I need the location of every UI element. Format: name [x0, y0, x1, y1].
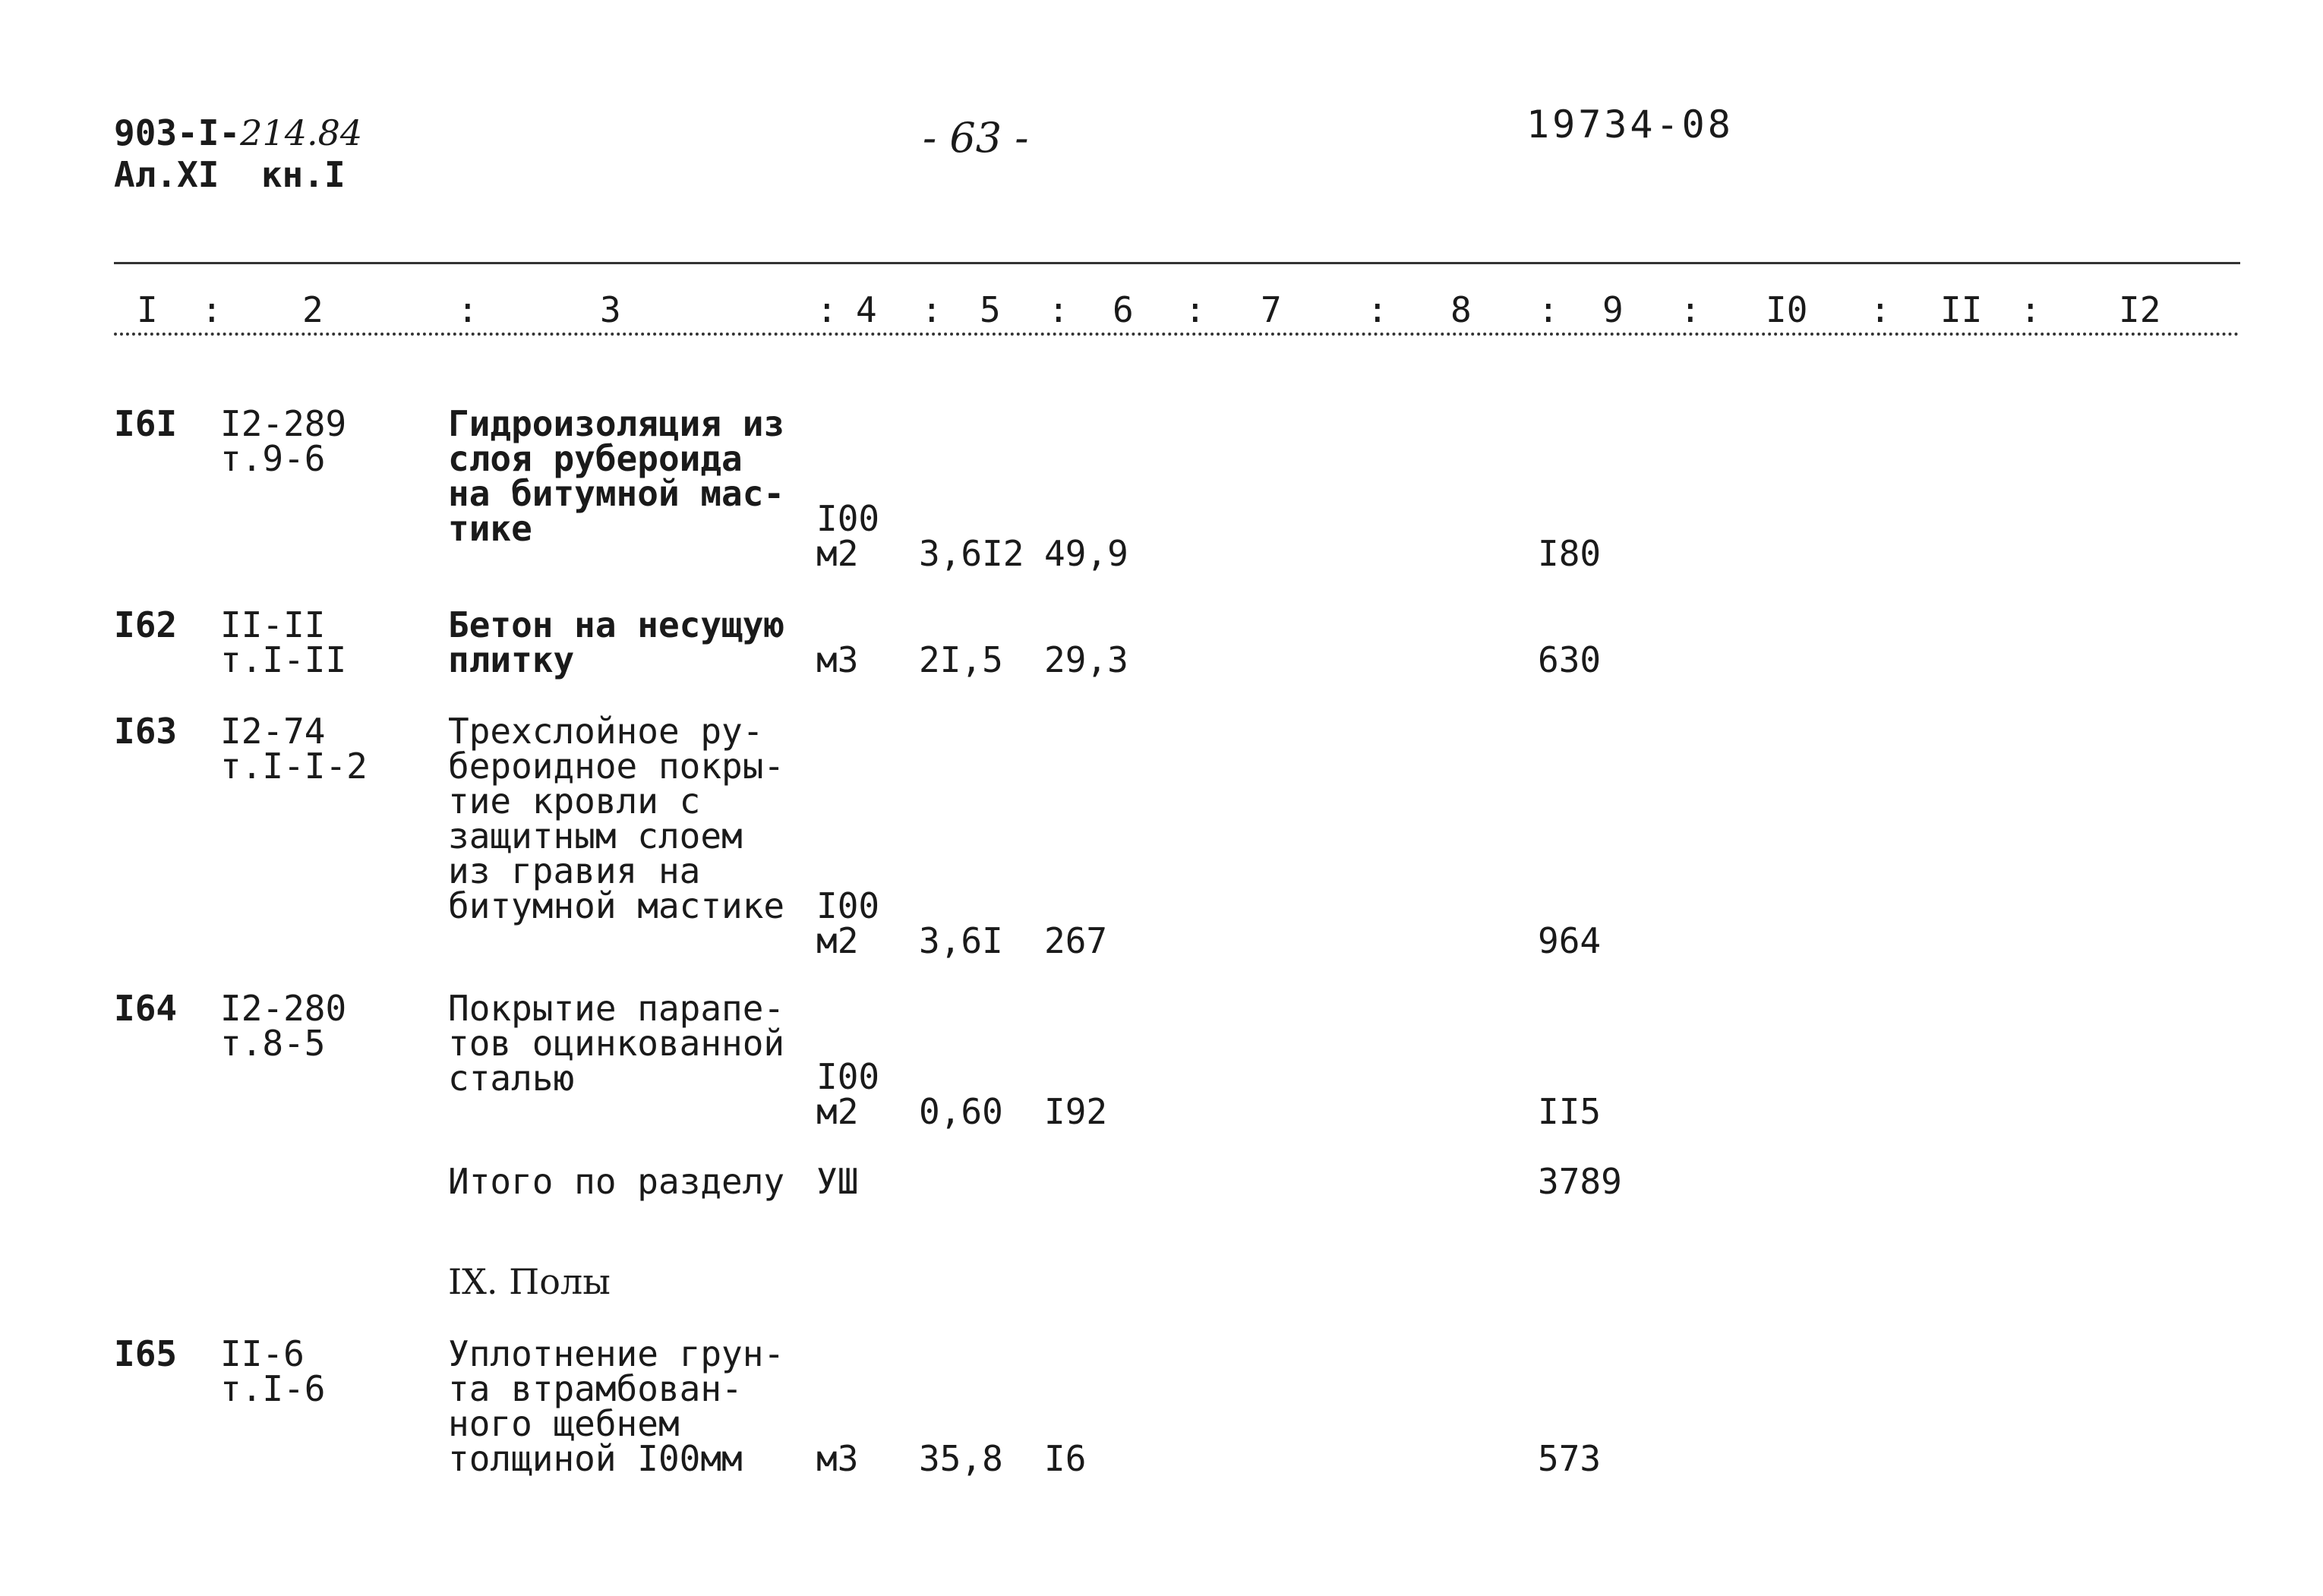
- section-title: IX. Полы: [448, 1261, 611, 1302]
- row-unit: I00: [816, 498, 880, 539]
- col-sep-8: :: [1538, 289, 1559, 330]
- col-header-8: 8: [1450, 289, 1472, 330]
- row-code-table: т.I-II: [220, 639, 347, 680]
- row-price: I92: [1044, 1091, 1108, 1132]
- row-number: I63: [114, 711, 178, 752]
- row-desc-line: из гравия на: [448, 850, 701, 891]
- row-desc-line: тике: [448, 508, 532, 549]
- row-number: I62: [114, 604, 178, 645]
- row-unit: I00: [816, 1056, 880, 1097]
- row-total: 964: [1538, 920, 1602, 961]
- col-sep-3: :: [816, 289, 838, 330]
- row-desc-line: Уплотнение грун-: [448, 1333, 785, 1374]
- row-price: 29,3: [1044, 639, 1128, 680]
- row-desc-line: бероидное покры-: [448, 746, 785, 787]
- row-total: 573: [1538, 1438, 1602, 1479]
- row-desc-line: битумной мастике: [448, 885, 785, 926]
- row-unit: м3: [816, 639, 859, 680]
- row-number: I65: [114, 1333, 178, 1374]
- album-book: Ал.XI кн.I: [114, 154, 346, 195]
- col-header-7: 7: [1261, 289, 1282, 330]
- row-total: 630: [1538, 639, 1602, 680]
- row-desc-line: тие кровли с: [448, 781, 701, 822]
- col-header-10: I0: [1766, 289, 1808, 330]
- col-header-4: 4: [856, 289, 877, 330]
- row-quantity: 0,60: [919, 1091, 1003, 1132]
- row-desc-line: Трехслойное ру-: [448, 711, 764, 752]
- col-sep-1: :: [201, 289, 223, 330]
- row-desc-line: ного щебнем: [448, 1403, 680, 1444]
- row-quantity: 3,6I: [919, 920, 1003, 961]
- row-number: I64: [114, 988, 178, 1029]
- row-desc-line: защитным слоем: [448, 815, 743, 856]
- row-desc-line: сталью: [448, 1058, 575, 1099]
- row-price: I6: [1044, 1438, 1087, 1479]
- col-header-5: 5: [980, 289, 1001, 330]
- document-code-prefix: 903-I-: [114, 112, 241, 153]
- row-unit: I00: [816, 885, 880, 926]
- row-total: I80: [1538, 533, 1602, 574]
- col-sep-5: :: [1048, 289, 1069, 330]
- row-quantity: 35,8: [919, 1438, 1003, 1479]
- col-sep-11: :: [2020, 289, 2041, 330]
- row-desc-line: тов оцинкованной: [448, 1023, 785, 1064]
- page-number: - 63 -: [923, 114, 1029, 162]
- row-desc-line: толщиной I00мм: [448, 1438, 743, 1479]
- document-code-handwritten: 214.84: [240, 112, 363, 153]
- row-desc-line: слоя рубероида: [448, 438, 743, 479]
- row-code: II-6: [220, 1333, 305, 1374]
- row-desc-line: Гидроизоляция из: [448, 403, 785, 444]
- row-desc-line: плитку: [448, 639, 575, 680]
- row-desc-line: Бетон на несущую: [448, 604, 785, 645]
- row-code-table: т.8-5: [220, 1023, 326, 1064]
- row-desc-line: на битумной мас-: [448, 473, 785, 514]
- col-header-11: II: [1940, 289, 1983, 330]
- subtotal-total: 3789: [1538, 1161, 1622, 1202]
- subtotal-section: УШ: [816, 1161, 859, 1202]
- row-code: II-II: [220, 604, 326, 645]
- col-sep-7: :: [1367, 289, 1388, 330]
- document-id: 19734-08: [1526, 103, 1734, 147]
- row-code: I2-74: [220, 711, 326, 752]
- col-header-12: I2: [2119, 289, 2161, 330]
- col-sep-9: :: [1680, 289, 1701, 330]
- row-code: I2-289: [220, 403, 347, 444]
- header-rule: [114, 262, 2240, 264]
- col-header-9: 9: [1602, 289, 1624, 330]
- row-price: 49,9: [1044, 533, 1128, 574]
- row-quantity: 2I,5: [919, 639, 1003, 680]
- row-quantity: 3,6I2: [919, 533, 1024, 574]
- row-code: I2-280: [220, 988, 347, 1029]
- document-code: [114, 114, 362, 152]
- col-header-2: 2: [302, 289, 324, 330]
- row-price: 267: [1044, 920, 1108, 961]
- row-code-table: т.I-I-2: [220, 746, 368, 787]
- row-desc-line: та втрамбован-: [448, 1368, 743, 1409]
- row-unit: м2: [816, 920, 859, 961]
- col-header-1: I: [137, 289, 158, 330]
- row-code-table: т.9-6: [220, 438, 326, 479]
- col-header-6: 6: [1113, 289, 1134, 330]
- row-desc-line: Покрытие парапе-: [448, 988, 785, 1029]
- row-code-table: т.I-6: [220, 1368, 326, 1409]
- row-unit: м2: [816, 533, 859, 574]
- row-unit: м3: [816, 1438, 859, 1479]
- row-total: II5: [1538, 1091, 1602, 1132]
- col-sep-6: :: [1185, 289, 1206, 330]
- col-sep-10: :: [1870, 289, 1891, 330]
- row-unit: м2: [816, 1091, 859, 1132]
- subtotal-label: Итого по разделу: [448, 1161, 785, 1202]
- column-header-rule: [114, 333, 2240, 336]
- col-header-3: 3: [600, 289, 621, 330]
- row-number: I6I: [114, 403, 178, 444]
- col-sep-2: :: [457, 289, 478, 330]
- col-sep-4: :: [921, 289, 942, 330]
